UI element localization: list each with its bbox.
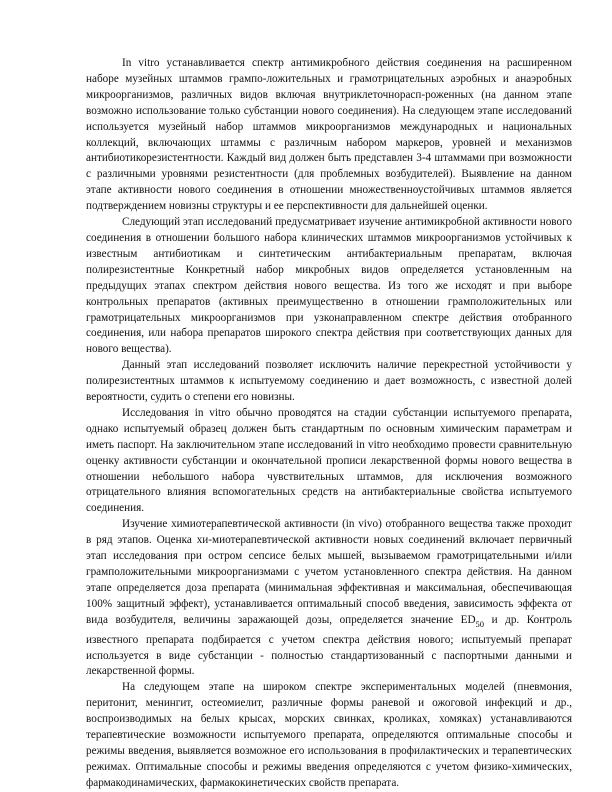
paragraph-in-vitro-spectrum: In vitro устанавливается спектр антимикробного действия соединения на расширенном наборе музейных штаммов грампо-ложительных и грамотрицательных аэробных и анаэробных микроорганизмов, различных видов включая внутриклеточнорасп-роженных (на данном этапе возможно использование только субстанции нового соединения). На следующем этапе исследований используется музейный набор штаммов микроорганизмов международных и национальных коллекций, включающих штаммы с различным набором маркеров, уровней и механизмов антибиотикорезистентности. Каждый вид должен быть представлен 3-4 штаммами при возможности с различными уровнями резистентности (для проблемных возбудителей). Выявление на данном этапе активности нового соединения в отношении множественноустойчивых штаммов является подтверждением новизны структуры и ее перспективности для дальнейшей оценки. <box>86 57 572 213</box>
document-body <box>86 56 572 792</box>
paragraph-cross-resistance: Данный этап исследований позволяет исключить наличие перекрестной устойчивости у полирезистентных штаммов к испытуемому соединению и дает возможность, с известной долей вероятности, судить о степени его новизны. <box>86 359 572 404</box>
ed50-subscript: 50 <box>475 618 485 629</box>
paragraph-in-vitro-stage: Исследования in vitro обычно проводятся на стадии субстанции испытуемого препарата, однако испытуемый образец должен быть стандартным по основным химическим параметрам и иметь паспорт. На заключительном этапе исследований in vitro необходимо провести сравнительную оценку активности субстанции и окончательной прописи лекарственной формы нового вещества в отношении небольшого набора чувствительных штаммов, для исключения возможного отрицательного влияния вспомогательных средств на антибактериальные свойства испытуемого соединения. <box>86 406 572 515</box>
paragraph-clinical-strains: Следующий этап исследований предусматривает изучение антимикробной активности нового соединения в отношении большого набора клинических штаммов микроорганизмов устойчивых к известным антибиотикам и синтетическим антибактериальным препаратам, включая полирезистентные Конкретный набор микробных видов определяется установленным на предыдущих этапах спектром действия нового вещества. Из того же исходят и при выборе контрольных препаратов (активных преимущественно в отношении грамположительных или грамотрицательных микроорганизмов при узконаправленном спектре действия отобранного соединения, или набора препаратов широкого спектра действия при соответствующих данных для нового вещества). <box>86 216 572 356</box>
paragraph-in-vivo-activity <box>86 517 572 680</box>
paragraph-experimental-models: На следующем этапе на широком спектре экспериментальных моделей (пневмония, перитонит, менингит, остеомиелит, различные формы раневой и ожоговой инфекций и др., воспроизводимых на белых крысах, морских свинках, кроликах, хомяках) устанавливаются терапевтические возможности испытуемого препарата, определяются оптимальные способы и режимы введения, выявляется возможное его использования в профилактических и терапевтических режимах. Оптимальные способы и режимы введения определяются с учетом физико-химических, фармакодинамических, фармакокинетических свойств препарата. <box>86 681 572 789</box>
paragraph-in-vivo-text-end: и др. Контроль известного препарата подбирается с учетом спектра действия нового; испытуемый препарат используется в виде субстанции - полностью стандартизованный с паспортными данными и лекарственной формы. <box>86 613 572 678</box>
paragraph-in-vivo-text-start: Изучение химиотерапевтической активности (in vivo) отобранного вещества также проходит в ряд этапов. Оценка хи-миотерапевтической активности новых соединений включает первичный этап исследования при остром сепсисе белых мышей, вызываемом грамотрицательными и/или грамположительными микроорганизмами с учетом установленного спектра действия. На данном этапе определяется доза препарата (минимальная эффективная и максимальная, обеспечивающая 100% защитный эффект), устанавливается оптимальный способ введения, зависимость эффекта от вида возбудителя, величины заражающей дозы, определяется значение ED <box>86 518 572 626</box>
